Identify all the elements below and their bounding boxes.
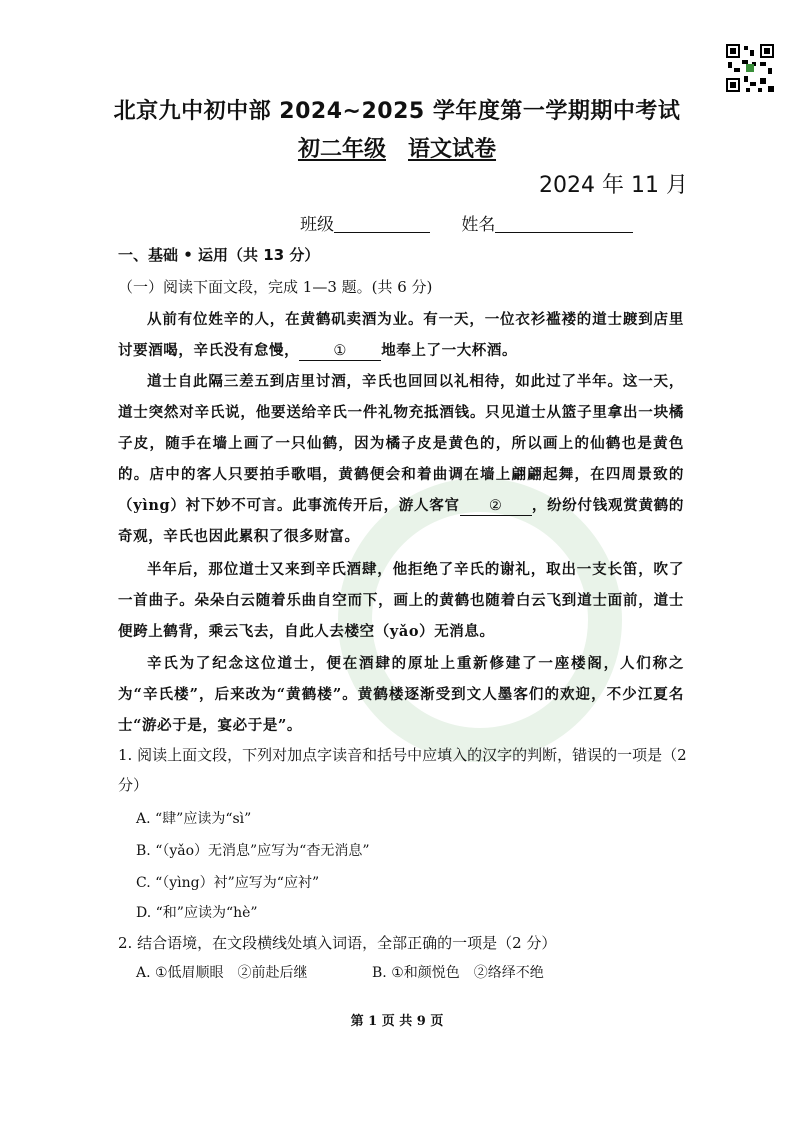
subject-label: 语文试卷	[408, 137, 497, 162]
question-2-stem: 2. 结合语境，在文段横线处填入词语，全部正确的一项是（2 分）	[118, 934, 557, 952]
student-info-bar	[300, 210, 633, 235]
passage-paragraph-3: 半年后，那位道士又来到辛氏酒肆，他拒绝了辛氏的谢礼，取出一支长笛，吹了一首曲子。朵朵白云随着乐曲自空而下，画上的黄鹤也随着白云飞到道士面前，道士便跨上鹤背，乘云飞去，自此人去楼空（yǎo）无消息。	[118, 561, 684, 640]
name-label: 姓名	[461, 215, 496, 235]
exam-date: 2024 年 11 月	[539, 173, 688, 198]
section-heading: 一、基础 • 运用（共 13 分）	[118, 246, 320, 264]
exam-subtitle	[0, 132, 794, 163]
grade-label: 初二年级	[297, 137, 386, 162]
blank-1: ①	[299, 342, 381, 361]
exam-title: 北京九中初中部 2024~2025 学年度第一学期期中考试	[113, 99, 681, 124]
q2-option-a: A. ①低眉顺眼 ②前赴后继	[136, 965, 308, 981]
name-blank[interactable]	[495, 214, 633, 233]
reading-heading: （一）阅读下面文段，完成 1—3 题。(共 6 分)	[118, 278, 433, 296]
q1-option-a: A. “肆”应读为“sì”	[136, 811, 252, 827]
q1-option-b: B. “（yǎo）无消息”应写为“杳无消息”	[136, 843, 370, 859]
passage-paragraph-4: 辛氏为了纪念这位道士，便在酒肆的原址上重新修建了一座楼阁，人们称之为“辛氏楼”，后来改为“黄鹤楼”。黄鹤楼逐渐受到文人墨客们的欢迎，不少江夏名士“游必于是，宴必于是”。	[118, 655, 684, 734]
q1-option-d: D. “和”应读为“hè”	[136, 905, 258, 921]
qr-code-icon	[724, 42, 776, 94]
class-blank[interactable]	[334, 214, 430, 233]
question-1-stem: 1. 阅读上面文段，下列对加点字读音和括号中应填入的汉字的判断，错误的一项是（2 分）	[118, 746, 687, 794]
class-label: 班级	[300, 215, 334, 235]
blank-2: ②	[460, 497, 532, 516]
q2-option-b: B. ①和颜悦色 ②络绎不绝	[372, 965, 544, 981]
q1-option-c: C. “（yìng）衬”应写为“应衬”	[136, 875, 320, 891]
passage-paragraph-2: 道士自此隔三差五到店里讨酒，辛氏也回回以礼相待，如此过了半年。这一天，道士突然对辛氏说，他要送给辛氏一件礼物充抵酒钱。只见道士从篮子里拿出一块橘子皮，随手在墙上画了一只仙鹤，因为橘子皮是黄色的，所以画上的仙鹤也是黄色的。店中的客人只要拍手歌唱，黄鹤便会和着曲调在墙上翩翩起舞，在四周景致的（yìng）衬下妙不可言。此事流传开后，游人客官 ② ，纷纷付钱观赏黄鹤的奇观，辛氏也因此累积了很多财富。	[118, 373, 685, 545]
passage-paragraph-1: 从前有位姓辛的人，在黄鹤矶卖酒为业。有一天，一位衣衫褴褛的道士踱到店里讨要酒喝，辛氏没有怠慢， ① 地奉上了一大杯酒。	[118, 311, 684, 359]
page-footer: 第 1 页 共 9 页	[350, 1014, 444, 1029]
